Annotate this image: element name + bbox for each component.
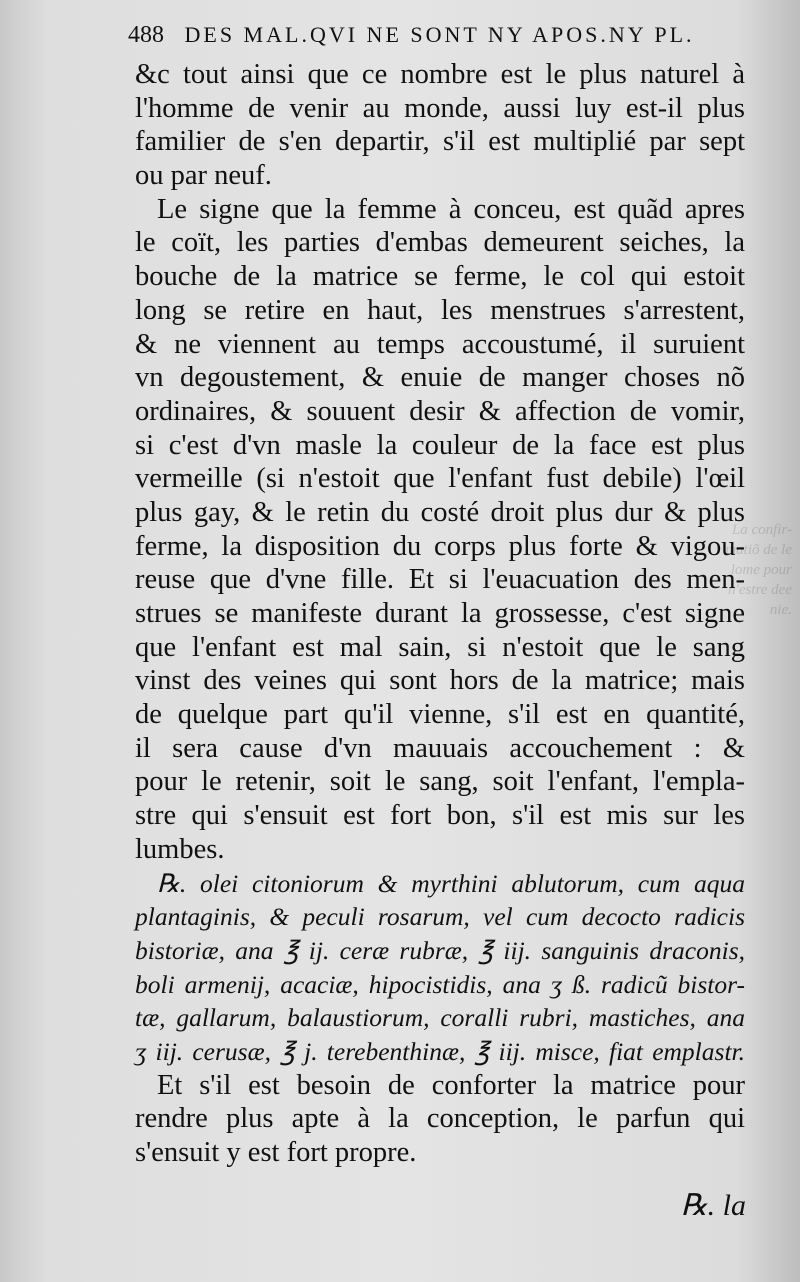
catchword: ℞. la	[680, 1189, 746, 1222]
text-line: Le signe que la femme à conceu, est quãd apres	[157, 193, 745, 225]
paragraph-signs-of-conception	[135, 193, 745, 867]
text-line: strues se manifeste durant la grossesse, c'est signe	[135, 598, 745, 629]
body-text	[135, 58, 745, 1170]
text-line: long se retire en haut, les menstrues s'arrestent,	[135, 294, 745, 326]
running-title: DES MAL.QVI NE SONT NY APOS.NY PL.	[184, 22, 695, 47]
paragraph-perfume	[135, 1069, 745, 1170]
text-line: pour le retenir, soit le sang, soit l'enfant, l'empla-	[135, 766, 745, 798]
recipe-line: boli armenij, acaciæ, hipocistidis, ana ʒ ß. radicũ bistor-	[135, 969, 745, 999]
text-line: que l'enfant est mal sain, si n'estoit que le sang	[135, 631, 745, 663]
ghost-line: matiõ de le	[725, 542, 792, 558]
recipe-line: bistoriæ, ana ℥ ij. ceræ rubræ, ℥ iij. sanguinis draconis,	[135, 935, 745, 965]
text-line: ou par neuf.	[135, 160, 272, 192]
recipe-line: ʒ iij. cerusæ, ℥ j. terebenthinæ, ℥ iij. misce, fiat emplastr.	[135, 1036, 745, 1066]
paragraph-continuation	[135, 58, 745, 193]
text-line: vermeille (si n'estoit que l'enfant fust debile) l'œil	[135, 463, 745, 495]
text-line: s'ensuit y est fort propre.	[135, 1137, 417, 1168]
ghost-line: lome pour	[730, 562, 792, 578]
text-line: le coït, les parties d'embas demeurent seiches, la	[135, 227, 745, 259]
text-line: Et s'il est besoin de conforter la matrice pour	[157, 1069, 745, 1101]
ghost-line: nie.	[769, 602, 792, 618]
text-line: familier de s'en departir, s'il est multiplié par sept	[135, 126, 745, 158]
page-number: 488	[128, 22, 164, 48]
text-line: ferme, la disposition du corps plus forte & vigou-	[135, 530, 745, 562]
recipe-plaster	[135, 867, 745, 1069]
text-line: vinst des veines qui sont hors de la matrice; mais	[135, 665, 745, 697]
text-line: stre qui s'ensuit est fort bon, s'il est mis sur les	[135, 800, 745, 832]
ghost-line: n'estre dee	[728, 582, 792, 598]
recipe-line: ℞. olei citoniorum & myrthini ablutorum, cum aqua	[157, 868, 745, 898]
ghost-line: La confir-	[731, 522, 792, 538]
text-line: rendre plus apte à la conception, le parfun qui	[135, 1103, 745, 1135]
running-header	[128, 22, 768, 49]
text-line: si c'est d'vn masle la couleur de la face est plus	[135, 429, 745, 461]
text-line: il sera cause d'vn mauuais accouchement : &	[135, 732, 745, 764]
text-line: plus gay, & le retin du costé droit plus dur & plus	[135, 496, 745, 528]
text-line: vn degoustement, & enuie de manger choses nõ	[135, 362, 745, 394]
text-line: bouche de la matrice se ferme, le col qui estoit	[135, 261, 745, 293]
text-line: l'homme de venir au monde, aussi luy est-il plus	[135, 92, 745, 124]
recipe-line: tæ, gallarum, balaustiorum, coralli rubri, mastiches, ana	[135, 1003, 745, 1033]
text-line: de quelque part qu'il vienne, s'il est en quantité,	[135, 699, 745, 731]
text-line: reuse que d'vne fille. Et si l'euacuation des men-	[135, 564, 745, 596]
recipe-line: plantaginis, & peculi rosarum, vel cum decocto radicis	[135, 902, 745, 932]
text-line: &c tout ainsi que ce nombre est le plus naturel à	[135, 59, 745, 90]
text-line: lumbes.	[135, 833, 225, 865]
text-line: & ne viennent au temps accoustumé, il suruient	[135, 328, 745, 360]
text-line: ordinaires, & souuent desir & affection de vomir,	[135, 395, 745, 427]
